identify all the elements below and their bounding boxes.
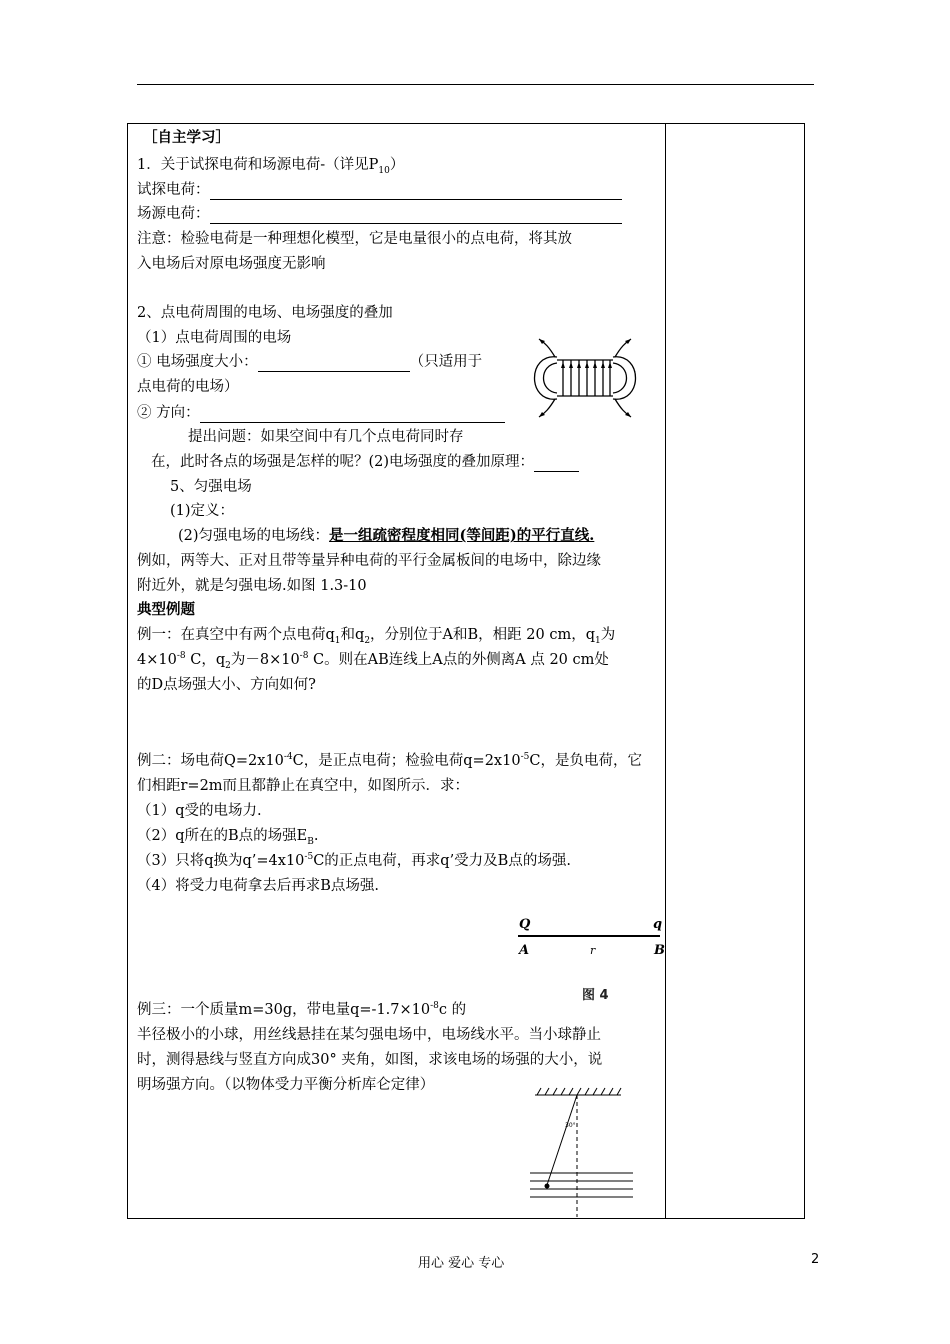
ex1-line2: $4\times 10^{-8}$ C，$q_2$为$-8\times 10^{-8}$ C。则在AB连线上A点的外侧离A 点 20 cm处	[137, 651, 609, 671]
test-charge-line: 试探电荷：	[137, 180, 622, 200]
q2-question-line1: 提出问题：如果空间中有几个点电荷同时存	[188, 429, 464, 445]
header-rule	[137, 84, 814, 85]
q2-title: 2、点电荷周围的电场、电场强度的叠加	[137, 305, 393, 321]
fig4-label-A: A	[519, 943, 530, 958]
figure-4-charges	[512, 912, 672, 1006]
ex3-line4: 明场强方向。（以物体受力平衡分析库仑定律）	[137, 1077, 435, 1093]
ex2-line1: 例二：场电荷$Q=2x10^{-4}C$，是正点电荷；检验电荷$q=2x10^{-5}C$，是负电荷，它	[137, 752, 642, 769]
q1-note-line1: 注意：检验电荷是一种理想化模型，它是电量很小的点电荷，将其放	[137, 231, 572, 247]
q2-item1-line2: 点电荷的电场）	[137, 379, 239, 395]
q2-item2: ② 方向：	[137, 403, 505, 423]
q5-definition: (1)定义：	[170, 503, 235, 519]
source-charge-line: 场源电荷：	[137, 204, 622, 224]
q5-title: 5、匀强电场	[170, 479, 252, 495]
parallel-plate-field-figure	[525, 335, 643, 421]
test-charge-blank	[210, 184, 622, 200]
fig4-caption: 图 4	[582, 988, 609, 1003]
superposition-blank	[534, 456, 579, 472]
ex1-line1: 例一：在真空中有两个点电荷$q_1$和$q_2$，分别位于A和B，相距 20 cm，$q_1$为	[137, 627, 616, 646]
ex1-line3: 的D点场强大小、方向如何?	[137, 677, 316, 693]
q5-example-line2: 附近外，就是匀强电场.如图 1.3-10	[137, 578, 367, 594]
ex2-part2: （2）q所在的B点的场强$E_B$.	[137, 828, 319, 847]
fig4-label-r: r	[590, 944, 596, 957]
ex2-line2: 们相距r=2m而且都静止在真空中，如图所示．求：	[137, 778, 470, 794]
q1-title: 1．关于试探电荷和场源电荷-（详见$P_{10}$）	[137, 157, 405, 176]
q2-item1: ① 电场强度大小： （只适用于	[137, 354, 483, 370]
angle-label: 30°	[565, 1122, 576, 1129]
fig4-label-Q: Q	[519, 917, 531, 932]
source-charge-blank	[210, 208, 622, 224]
fig4-label-q: q	[653, 917, 663, 932]
table-column-divider	[665, 123, 666, 1219]
section-title: ［自主学习］	[143, 129, 230, 146]
q2-sub1: （1）点电荷周围的电场	[137, 330, 292, 346]
page-number: 2	[811, 1252, 820, 1267]
typical-examples-title: 典型例题	[137, 601, 195, 618]
ex3-line2: 半径极小的小球，用丝线悬挂在某匀强电场中，电场线水平。当小球静止	[137, 1027, 601, 1043]
q2-question-line2: 在，此时各点的场强是怎样的呢？(2)电场强度的叠加原理：	[151, 452, 579, 472]
hanging-ball-figure	[515, 1085, 635, 1219]
footer-motto: 用心 爱心 专心	[418, 1256, 505, 1271]
fig4-label-B: B	[654, 943, 665, 958]
q5-field-lines: (2)匀强电场的电场线：是一组疏密程度相同(等间距)的平行直线.	[178, 527, 595, 544]
field-strength-blank	[258, 356, 410, 372]
q1-note-line2: 入电场后对原电场强度无影响	[137, 256, 326, 272]
ex2-part4: （4）将受力电荷拿去后再求B点场强.	[137, 878, 379, 894]
ex3-line1: 例三：一个质量m=30g，带电量$q=-1.7\times 10^{-8}c$ 的	[137, 1001, 467, 1018]
ex3-line3: 时，测得悬线与竖直方向成30° 夹角，如图，求该电场的场强的大小，说	[137, 1052, 603, 1068]
ex2-part3: （3）只将q换为$q’=4x10^{-5}C$的正点电荷，再求q’受力及B点的场强.	[137, 852, 571, 869]
q5-example-line1: 例如，两等大、正对且带等量异种电荷的平行金属板间的电场中，除边缘	[137, 553, 601, 569]
direction-blank	[200, 407, 505, 423]
ex2-part1: （1）q受的电场力.	[137, 803, 262, 819]
